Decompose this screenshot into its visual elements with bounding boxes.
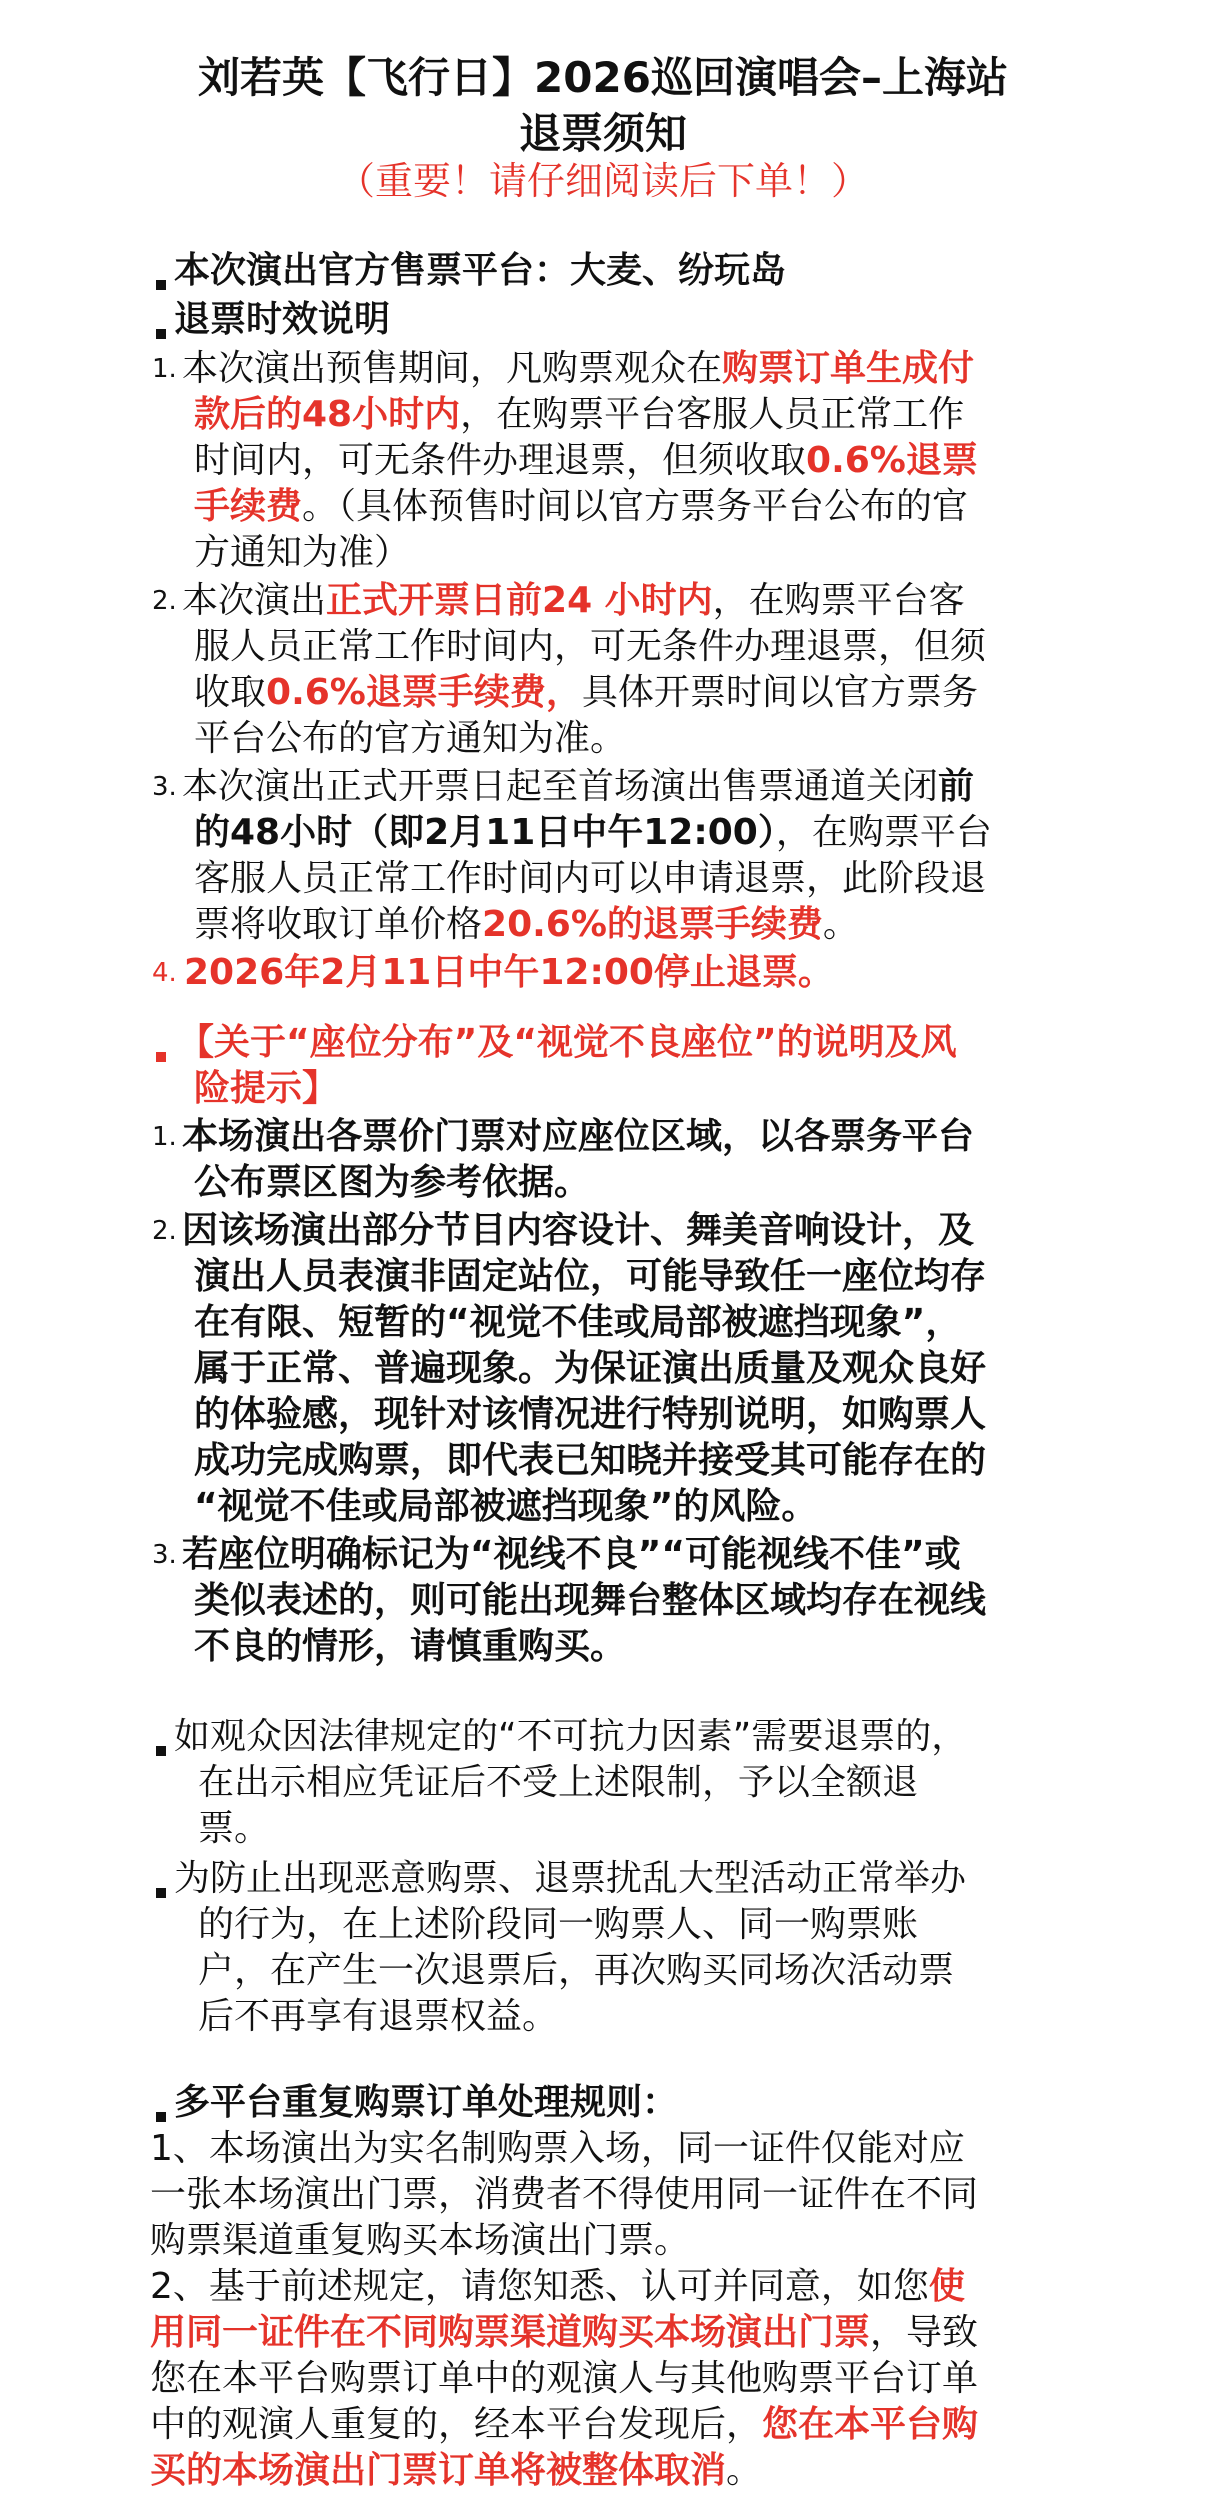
list-item-line: 类似表述的，则可能出现舞台整体区域均存在视线 — [194, 1580, 987, 1621]
list-marker: 1. — [152, 1122, 177, 1152]
page-subtitle: （重要！请仔细阅读后下单！） — [336, 159, 869, 203]
list-item-line — [194, 810, 992, 856]
malicious-purchase-note: 为防止出现恶意购票、退票扰乱大型活动正常举办 — [174, 1858, 967, 1899]
list-item-line: 成功完成购票，即代表已知晓并接受其可能存在的 — [194, 1440, 987, 1481]
list-item-line: 的体验感，现针对该情况进行特别说明，如购票人 — [194, 1394, 987, 1435]
highlight-text: 用同一证件在不同购票渠道购买本场演出门票 — [150, 2312, 871, 2353]
list-item-line: 服人员正常工作时间内，可无条件办理退票，但须 — [194, 626, 987, 667]
text-run: 时间内，可无条件办理退票，但须收取 — [194, 440, 807, 481]
bullet-icon — [156, 1052, 166, 1062]
text-run: ，在购票平台 — [775, 812, 992, 853]
highlight-text: 20.6%的退票手续费 — [482, 904, 823, 945]
text-run: 。 — [822, 904, 859, 945]
bullet-icon — [156, 1746, 166, 1756]
list-item-line: “视觉不佳或局部被遮挡现象”的风险。 — [194, 1486, 818, 1527]
text-run: 中的观演人重复的，经本平台发现后， — [150, 2404, 763, 2445]
list-marker: 2. — [152, 586, 177, 616]
bold-text: 前 — [938, 766, 975, 807]
list-item — [182, 346, 974, 392]
list-item-line: 客服人员正常工作时间内可以申请退票，此阶段退 — [194, 858, 987, 899]
list-item: 因该场演出部分节目内容设计、舞美音响设计，及 — [182, 1210, 975, 1251]
list-item-line — [194, 902, 859, 948]
list-marker: 3. — [152, 772, 177, 802]
list-marker: 2. — [152, 1216, 177, 1246]
force-majeure-note: 如观众因法律规定的“不可抗力因素”需要退票的， — [174, 1716, 968, 1757]
list-marker: 3. — [152, 1540, 177, 1570]
text-run: ，导致 — [870, 2312, 979, 2353]
list-item-line: 方通知为准） — [194, 532, 411, 573]
note-line: 在出示相应凭证后不受上述限制，予以全额退 — [198, 1762, 919, 1803]
list-item: 2026年2月11日中午12:00停止退票。 — [184, 952, 834, 993]
duplicate-rule-line — [150, 2448, 762, 2494]
page-title-second-line: 退票须知 — [518, 109, 687, 158]
highlight-text: 0.6%退票 — [806, 440, 978, 481]
highlight-text: 购票订单生成付 — [722, 348, 975, 389]
list-item-line: 不良的情形，请慎重购买。 — [194, 1626, 627, 1667]
bullet-icon — [156, 280, 166, 290]
highlight-text: 使 — [928, 2266, 965, 2307]
duplicate-rule-line: 一张本场演出门票，消费者不得使用同一证件在不同 — [150, 2174, 979, 2215]
list-item-line — [194, 392, 964, 438]
list-item-line — [194, 670, 978, 716]
text-run: 本次演出 — [182, 580, 327, 621]
page-title: 刘若英【飞行日】2026巡回演唱会–上海站 — [198, 53, 1008, 102]
list-item-line: 平台公布的官方通知为准。 — [194, 718, 627, 759]
highlight-text: 手续费 — [194, 486, 303, 527]
bullet-icon — [156, 2112, 166, 2122]
list-marker: 4. — [152, 958, 177, 988]
duplicate-rule-line — [150, 2402, 978, 2448]
platform-note: 本次演出官方售票平台：大麦、纷玩岛 — [174, 250, 787, 291]
text-run: 本次演出预售期间，凡购票观众在 — [182, 348, 723, 389]
note-line: 户，在产生一次退票后，再次购买同场次活动票 — [198, 1950, 955, 1991]
duplicate-rule-line — [150, 2310, 978, 2356]
list-item: 本场演出各票价门票对应座位区域，以各票务平台 — [182, 1116, 975, 1157]
seats-heading-line: 险提示】 — [194, 1068, 339, 1109]
list-item-line: 在有限、短暂的“视觉不佳或局部被遮挡现象”， — [194, 1302, 962, 1343]
text-run: ，在购票平台客 — [712, 580, 965, 621]
list-item-line — [194, 484, 968, 530]
text-run: ，在购票平台客服人员正常工作 — [460, 394, 965, 435]
bullet-icon — [156, 329, 166, 339]
highlight-text: 您在本平台购 — [762, 2404, 979, 2445]
highlight-text: 款后的48小时内 — [194, 394, 461, 435]
duplicate-rule-line: 1、本场演出为实名制购票入场，同一证件仅能对应 — [150, 2128, 965, 2169]
note-line: 后不再享有退票权益。 — [198, 1996, 559, 2037]
note-line: 票。 — [198, 1808, 271, 1849]
duplicate-rule-line: 您在本平台购票订单中的观演人与其他购票平台订单 — [150, 2358, 979, 2399]
duplicate-rule-line — [150, 2264, 965, 2310]
text-run: 票将收取订单价格 — [194, 904, 483, 945]
text-run: 。 — [726, 2450, 763, 2491]
list-item-line — [194, 438, 978, 484]
note-line: 的行为，在上述阶段同一购票人、同一购票账 — [198, 1904, 919, 1945]
duplicate-rule-line: 购票渠道重复购买本场演出门票。 — [150, 2220, 691, 2261]
text-run: 本次演出正式开票日起至首场演出售票通道关闭 — [182, 766, 939, 807]
bold-text: 的48小时（即2月11日中午12:00） — [194, 812, 776, 853]
refund-timing-heading: 退票时效说明 — [174, 299, 391, 340]
duplicate-order-heading: 多平台重复购票订单处理规则： — [174, 2082, 679, 2123]
list-item-line: 公布票区图为参考依据。 — [194, 1162, 591, 1203]
list-item-line: 属于正常、普遍现象。为保证演出质量及观众良好 — [194, 1348, 987, 1389]
highlight-text: 买的本场演出门票订单将被整体取消 — [150, 2450, 727, 2491]
list-item: 若座位明确标记为“视线不良”“可能视线不佳”或 — [182, 1534, 961, 1575]
list-marker: 1. — [152, 354, 177, 384]
list-item — [182, 578, 965, 624]
text-run: 收取 — [194, 672, 267, 713]
text-run: 具体开票时间以官方票务 — [581, 672, 978, 713]
seats-heading: 【关于“座位分布”及“视觉不良座位”的说明及风 — [178, 1022, 957, 1063]
list-item — [182, 764, 974, 810]
text-run: 2、基于前述规定，请您知悉、认可并同意，如您 — [150, 2266, 929, 2307]
highlight-text: 0.6%退票手续费， — [266, 672, 582, 713]
bullet-icon — [156, 1888, 166, 1898]
highlight-text: 正式开票日前24 小时内 — [326, 580, 713, 621]
text-run: 。（具体预售时间以官方票务平台公布的官 — [302, 486, 969, 527]
list-item-line: 演出人员表演非固定站位，可能导致任一座位均存 — [194, 1256, 987, 1297]
